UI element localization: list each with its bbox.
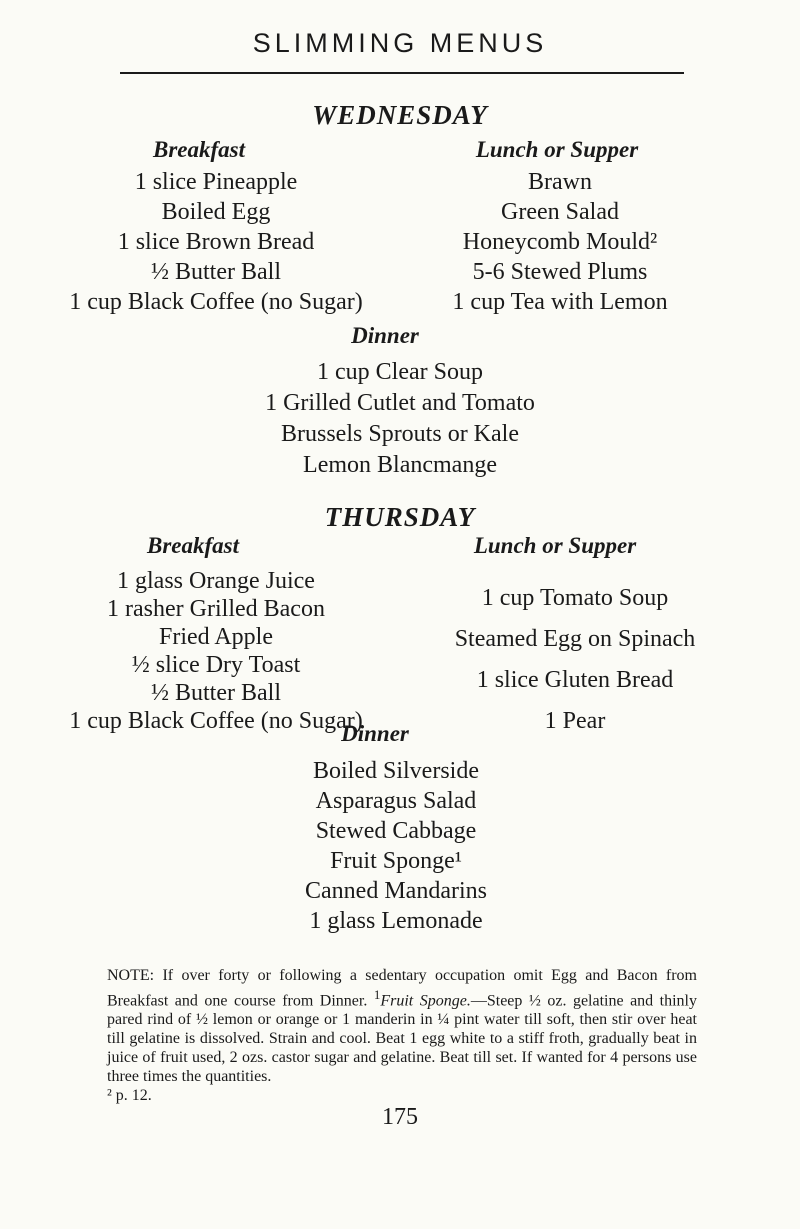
menu-item: Green Salad (501, 199, 619, 225)
wednesday-lunch-heading: Lunch or Supper (475, 137, 639, 162)
menu-item: Asparagus Salad (315, 788, 477, 814)
menu-item: 1 Pear (544, 708, 606, 734)
footnote-title: Fruit Sponge. (380, 992, 471, 1010)
menu-item: 1 cup Tea with Lemon (452, 289, 668, 315)
note-label: NOTE: (107, 967, 155, 984)
menu-item: 1 slice Pineapple (134, 169, 298, 195)
wednesday-dinner-list (190, 357, 610, 481)
wednesday-dinner-heading: Dinner (351, 323, 419, 348)
thursday-title: THURSDAY (324, 502, 476, 532)
wednesday-breakfast-heading: Breakfast (153, 137, 245, 162)
thursday-lunch-heading: Lunch or Supper (473, 533, 637, 558)
wednesday-lunch-list (410, 167, 710, 317)
wednesday-title: WEDNESDAY (312, 100, 488, 130)
menu-item: Fried Apple (159, 624, 273, 650)
menu-item: 1 cup Black Coffee (no Sugar) (69, 289, 363, 315)
footnote-text: —Steep ½ oz. gelatine and thinly pared rind of ½ lemon or orange or 1 manderin in ¼ pint water till soft, then stir over heat till gelatine is dissolved. Strain and cool. Beat 1 egg white to a stiff froth, gradually beat in juice of fruit used, 2 ozs. castor sugar and gelatine. Beat till set. If wanted for 4 persons use three times the quantities. (107, 992, 698, 1086)
note-text: If over forty or following a sedentary occupation omit Egg and Bacon from Breakfast and one course from Dinner. (107, 967, 698, 1010)
menu-item: 1 slice Brown Bread (117, 229, 315, 255)
header-rule (120, 72, 684, 74)
menu-item: 1 cup Tomato Soup (481, 585, 669, 611)
menu-item: Boiled Egg (161, 199, 271, 225)
footnote-reference: ² p. 12. (107, 1087, 152, 1105)
menu-item: 1 cup Clear Soup (317, 359, 483, 385)
menu-item: Brawn (528, 169, 592, 195)
thursday-dinner-list (226, 756, 566, 936)
menu-item: Brussels Sprouts or Kale (281, 421, 519, 447)
menu-item: 1 glass Lemonade (309, 908, 483, 934)
menu-item: Honeycomb Mould² (462, 229, 658, 255)
thursday-breakfast-heading: Breakfast (147, 533, 239, 558)
menu-item: Canned Mandarins (305, 878, 487, 904)
menu-item: Fruit Sponge¹ (330, 848, 462, 874)
footnote-marker: 1 (373, 987, 381, 1002)
menu-item: 5-6 Stewed Plums (472, 259, 648, 285)
menu-item: ½ slice Dry Toast (131, 652, 301, 678)
menu-item: 1 rasher Grilled Bacon (107, 596, 325, 622)
menu-item: 1 glass Orange Juice (117, 568, 315, 594)
menu-item: 1 Grilled Cutlet and Tomato (265, 390, 535, 416)
page-number: 175 (382, 1104, 418, 1130)
menu-item: ½ Butter Ball (151, 259, 281, 285)
menu-item: Lemon Blancmange (303, 452, 497, 478)
thursday-breakfast-list (66, 567, 366, 735)
menu-item: Stewed Cabbage (315, 818, 477, 844)
page-header: SLIMMING MENUS (252, 28, 548, 58)
thursday-lunch-list (410, 578, 740, 742)
menu-item: Boiled Silverside (313, 758, 479, 784)
wednesday-breakfast-list (66, 167, 366, 317)
menu-item: 1 cup Black Coffee (no Sugar) (69, 708, 363, 734)
menu-item: Steamed Egg on Spinach (454, 626, 696, 652)
note-paragraph (107, 966, 697, 1105)
menu-item: 1 slice Gluten Bread (476, 667, 674, 693)
menu-item: ½ Butter Ball (151, 680, 281, 706)
thursday-dinner-heading: Dinner (341, 721, 409, 746)
